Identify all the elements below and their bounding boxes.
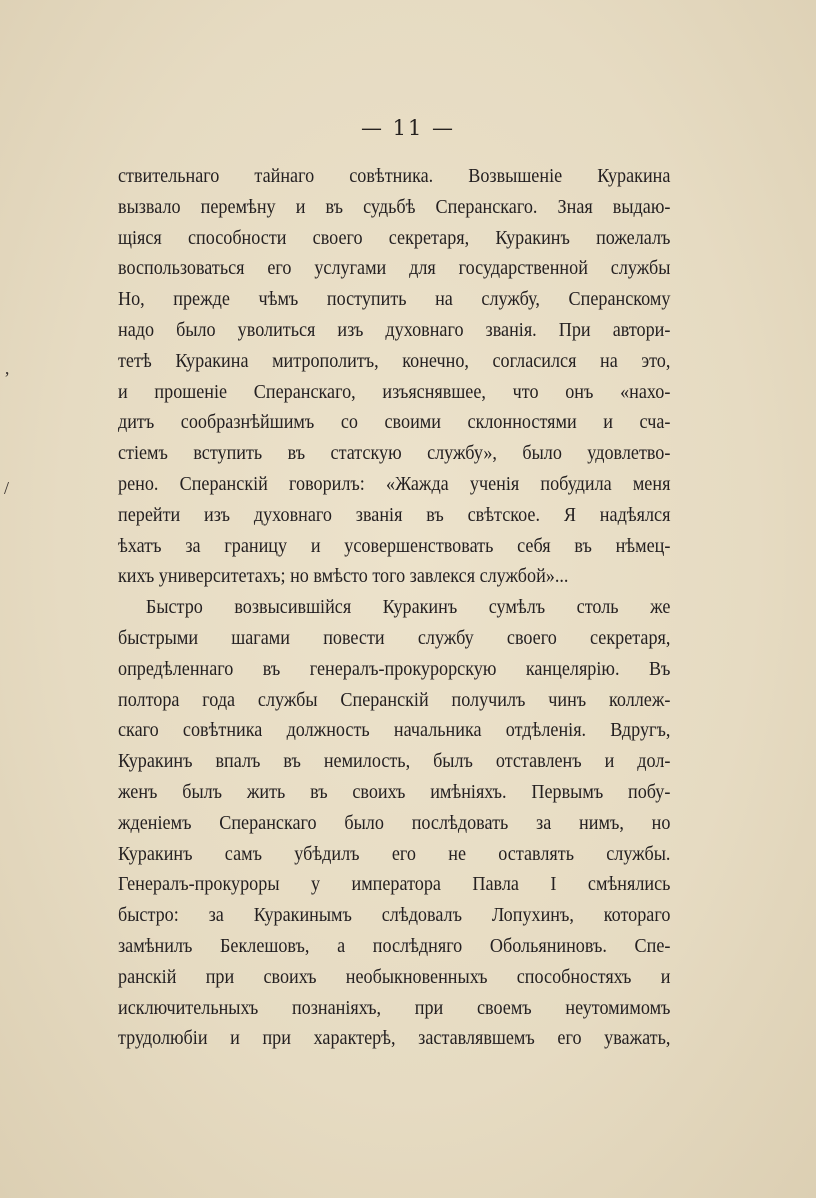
text-line: надо было уволиться изъ духовнаго званія. При автори- — [118, 319, 671, 341]
text-line: и прошеніе Сперанскаго, изъяснявшее, что онъ «нахо- — [118, 381, 671, 403]
text-line: стіемъ вступить въ статскую службу», было удовлетво- — [118, 443, 671, 465]
body-text — [118, 162, 670, 1055]
text-line: ствительнаго тайнаго совѣтника. Возвышеніе Куракина — [118, 166, 671, 187]
text-line: ѣхатъ за границу и усовершенствовать себя въ нѣмец- — [118, 535, 671, 557]
text-line: рено. Сперанскій говорилъ: «Жажда ученія побудила меня — [118, 473, 671, 495]
page-number-header: — 11 — — [360, 116, 456, 140]
text-line: Куракинъ самъ убѣдилъ его не оставлять службы. — [118, 843, 671, 865]
text-line: трудолюбіи и при характерѣ, заставлявшемъ его уважать, — [118, 1028, 671, 1050]
text-line: Но, прежде чѣмъ поступить на службу, Сперанскому — [118, 289, 671, 311]
text-line: ранскій при своихъ необыкновенныхъ способностяхъ и — [118, 966, 671, 988]
text-line: вызвало перемѣну и въ судьбѣ Сперанскаго. Зная выдаю- — [118, 196, 671, 218]
text-line: жденіемъ Сперанскаго было послѣдовать за нимъ, но — [118, 812, 671, 834]
text-line: Куракинъ впалъ въ немилость, былъ отставленъ и дол- — [118, 751, 671, 773]
text-line: быстрыми шагами повести службу своего секретаря, — [118, 627, 671, 649]
margin-speck: / — [4, 478, 10, 498]
margin-speck: ʼ — [4, 368, 10, 388]
text-line: тетѣ Куракина митрополитъ, конечно, согласился на это, — [118, 350, 671, 372]
text-line: быстро: за Куракинымъ слѣдовалъ Лопухинъ, котораго — [118, 905, 671, 927]
text-line: дитъ сообразнѣйшимъ со своими склонностями и сча- — [118, 412, 671, 434]
text-line: замѣнилъ Беклешовъ, а послѣдняго Обольяниновъ. Спе- — [118, 935, 671, 957]
text-line: женъ былъ жить въ своихъ имѣніяхъ. Первымъ побу- — [118, 781, 671, 803]
text-line: Генералъ-прокуроры у императора Павла I смѣнялись — [118, 874, 671, 896]
text-line: Быстро возвысившійся Куракинъ сумѣлъ столь же — [145, 597, 671, 619]
text-line: щіяся способности своего секретаря, Куракинъ пожелалъ — [118, 227, 671, 249]
text-line: опредѣленнаго въ генералъ-прокурорскую канцелярію. Въ — [118, 658, 671, 680]
text-line: скаго совѣтника должность начальника отдѣленія. Вдругъ, — [118, 720, 671, 742]
text-line: перейти изъ духовнаго званія въ свѣтское. Я надѣялся — [118, 504, 671, 526]
text-line: кихъ университетахъ; но вмѣсто того завлекся службой»... — [118, 566, 569, 588]
text-line: исключительныхъ познаніяхъ, при своемъ неутомимомъ — [118, 997, 671, 1019]
text-line: воспользоваться его услугами для государственной службы — [118, 258, 671, 280]
text-line: полтора года службы Сперанскій получилъ чинъ коллеж- — [118, 689, 671, 711]
